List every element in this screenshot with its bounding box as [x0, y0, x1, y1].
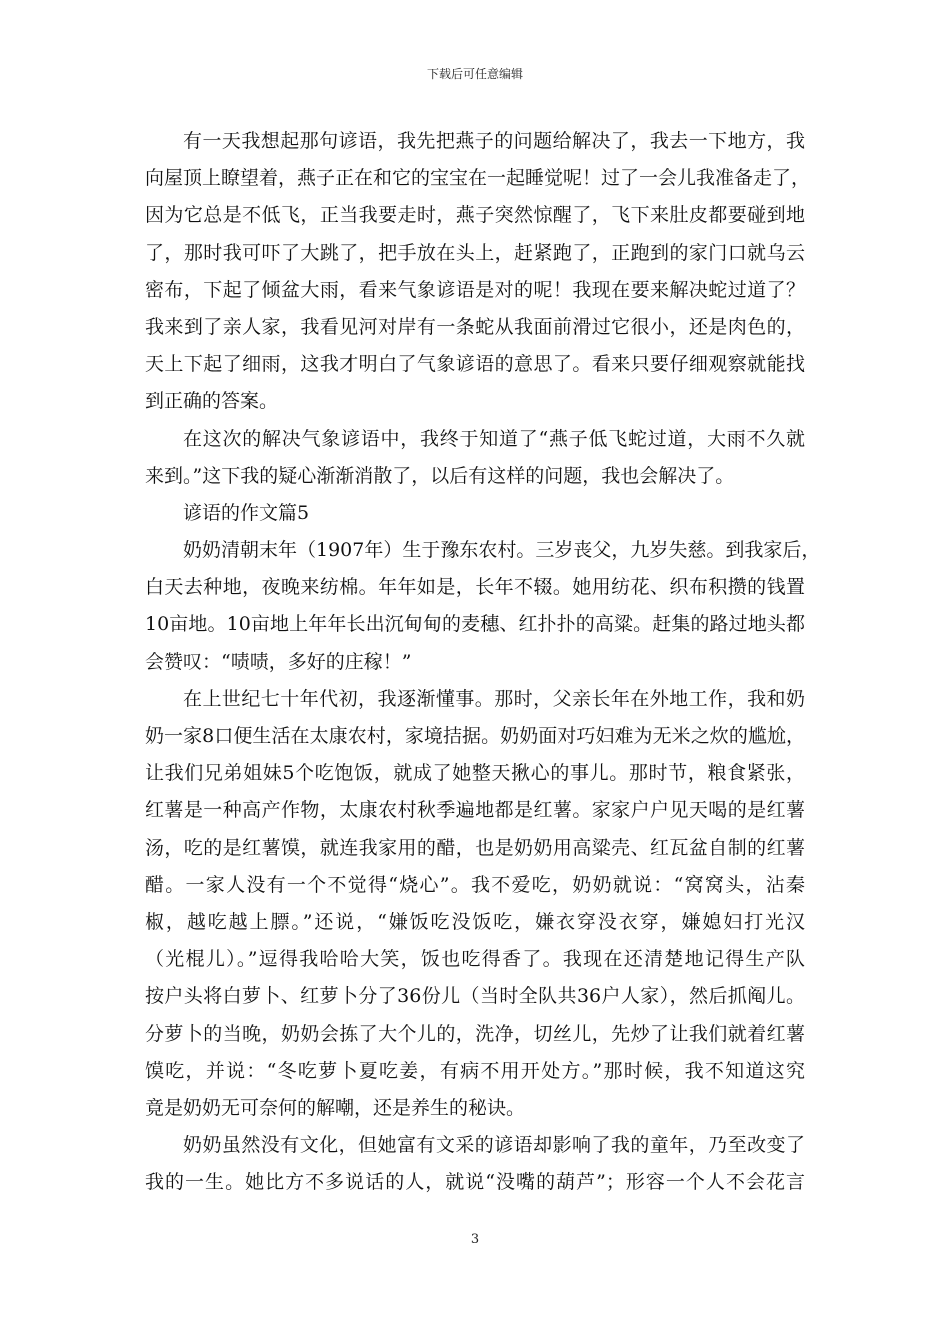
text-line: 我的一生。她比方不多说话的人，就说“没嘴的葫芦”；形容一个人不会花言	[145, 1171, 805, 1194]
body-text	[145, 123, 821, 1201]
text-line: 红薯是一种高产作物，太康农村秋季遍地都是红薯。家家户户见天喝的是红薯	[145, 799, 805, 822]
text-line: 了，那时我可吓了大跳了，把手放在头上，赶紧跑了，正跑到的家门口就乌云	[145, 241, 805, 264]
text-line: 密布，下起了倾盆大雨，看来气象谚语是对的呢！我现在要来解决蛇过道了？	[145, 278, 805, 301]
text-line: 会赞叹：“啧啧，多好的庄稼！”	[145, 650, 412, 673]
text-line: （光棍儿）。”逗得我哈哈大笑，饭也吃得香了。我现在还清楚地记得生产队	[145, 948, 805, 971]
text-line: 因为它总是不低飞，正当我要走时，燕子突然惊醒了，飞下来肚皮都要碰到地	[145, 204, 805, 227]
text-line: 奶奶虽然没有文化，但她富有文采的谚语却影响了我的童年，乃至改变了	[183, 1134, 805, 1157]
text-line: 有一天我想起那句谚语，我先把燕子的问题给解决了，我去一下地方，我	[183, 130, 805, 152]
text-line: 让我们兄弟姐妹5个吃饱饭，就成了她整天揪心的事儿。那时节，粮食紧张，	[145, 762, 805, 785]
text-line: 馍吃，并说：“冬吃萝卜夏吃姜，有病不用开处方。”那时候，我不知道这究	[145, 1059, 805, 1082]
text-line: 向屋顶上瞭望着，燕子正在和它的宝宝在一起睡觉呢！过了一会儿我准备走了，	[145, 167, 811, 190]
text-line: 到正确的答案。	[145, 390, 279, 413]
page-header: 下载后可任意编辑	[426, 67, 523, 81]
text-line: 来到。”这下我的疑心渐渐消散了，以后有这样的问题，我也会解决了。	[145, 464, 735, 487]
text-line: 10亩地。10亩地上年年长出沉甸甸的麦穗、红扑扑的高粱。赶集的路过地头都	[145, 613, 805, 636]
text-line: 天上下起了细雨，这我才明白了气象谚语的意思了。看来只要仔细观察就能找	[145, 353, 805, 376]
text-line: 在这次的解决气象谚语中，我终于知道了“燕子低飞蛇过道，大雨不久就	[183, 427, 805, 450]
text-line: 按户头将白萝卜、红萝卜分了36份儿（当时全队共36户人家），然后抓阄儿。	[145, 985, 805, 1008]
text-line: 椒，越吃越上膘。”还说，“嫌饭吃没饭吃，嫌衣穿没衣穿，嫌媳妇打光汉	[145, 910, 805, 933]
text-line: 白天去种地，夜晚来纺棉。年年如是，长年不辍。她用纺花、织布积攒的钱置	[145, 576, 805, 599]
text-line: 我来到了亲人家，我看见河对岸有一条蛇从我面前滑过它很小，还是肉色的，	[145, 315, 805, 338]
section-heading: 谚语的作文篇5	[183, 501, 310, 524]
text-line: 汤，吃的是红薯馍，就连我家用的醋，也是奶奶用高粱壳、红瓦盆自制的红薯	[145, 836, 805, 859]
text-line: 在上世纪七十年代初，我逐渐懂事。那时，父亲长年在外地工作，我和奶	[183, 687, 805, 710]
text-line: 醋。一家人没有一个不觉得“烧心”。我不爱吃，奶奶就说：“窝窝头，沾秦	[145, 873, 805, 896]
text-line: 奶奶清朝末年（1907年）生于豫东农村。三岁丧父，九岁失慈。到我家后，	[183, 539, 821, 562]
text-line: 竟是奶奶无可奈何的解嘲，还是养生的秘诀。	[145, 1096, 526, 1119]
text-line: 奶一家8口便生活在太康农村，家境拮据。奶奶面对巧妇难为无米之炊的尴尬，	[145, 725, 805, 747]
page-number: 3	[470, 1232, 480, 1247]
text-line: 分萝卜的当晚，奶奶会拣了大个儿的，洗净，切丝儿，先炒了让我们就着红薯	[145, 1022, 805, 1045]
